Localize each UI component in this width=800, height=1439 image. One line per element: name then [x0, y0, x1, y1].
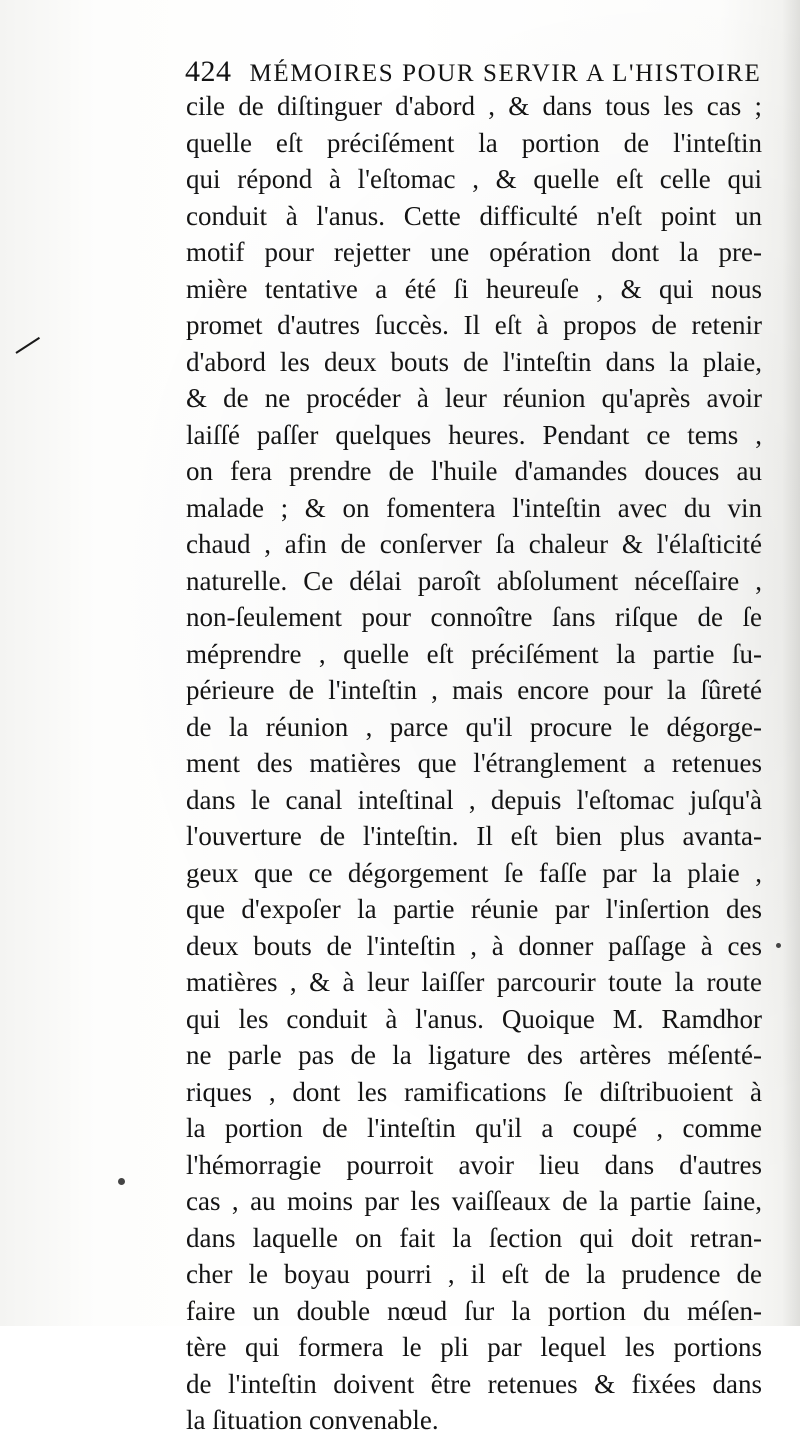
page-number: 424 — [185, 55, 232, 88]
text-line: tère qui formera le pli par lequel les portions — [186, 1332, 762, 1362]
text-line: & de ne procéder à leur réunion qu'après avoir — [186, 383, 762, 413]
margin-speck — [118, 1178, 125, 1185]
text-line: de l'inteſtin doivent être retenues & fixées dans — [186, 1368, 762, 1399]
text-line: la portion de l'inteſtin qu'il a coupé , comme — [186, 1113, 762, 1143]
body-text — [186, 88, 762, 1439]
text-line: faire un double nœud ſur la portion du méſen- — [186, 1295, 762, 1326]
text-line: riques , dont les ramifications ſe diſtribuoient à — [186, 1076, 762, 1107]
text-line: qui répond à l'eſtomac , & quelle eſt celle qui — [186, 164, 762, 194]
text-line: qui les conduit à l'anus. Quoique M. Ramdhor — [186, 1003, 762, 1034]
text-line: ne parle pas de la ligature des artères méſenté- — [186, 1040, 762, 1070]
text-line: non-ſeulement pour connoître ſans riſque de ſe — [186, 602, 762, 632]
text-line: dans le canal inteſtinal , depuis l'eſtomac juſqu'à — [186, 784, 762, 815]
text-line: de la réunion , parce qu'il procure le dégorge- — [186, 711, 762, 742]
text-line: conduit à l'anus. Cette difficulté n'eſt point un — [186, 200, 762, 231]
text-line: ment des matières que l'étranglement a retenues — [186, 748, 762, 778]
text-line: deux bouts de l'inteſtin , à donner paſſage à ces — [186, 930, 762, 961]
text-line: naturelle. Ce délai paroît abſolument néceſſaire , — [186, 565, 762, 596]
text-line: dans laquelle on fait la ſection qui doit retran- — [186, 1222, 762, 1253]
text-line: cile de diſtinguer d'abord , & dans tous les cas ; — [186, 91, 762, 121]
text-line: chaud , afin de conſerver ſa chaleur & l'élaſticité — [186, 529, 762, 559]
text-line: laiſſé paſſer quelques heures. Pendant ce tems , — [186, 419, 762, 450]
text-line: on fera prendre de l'huile d'amandes douces au — [186, 456, 762, 486]
text-line: l'hémorragie pourroit avoir lieu dans d'autres — [186, 1149, 762, 1180]
page-gutter-shadow — [782, 0, 800, 1326]
text-line: méprendre , quelle eſt préciſément la partie ſu- — [186, 638, 762, 669]
text-line: motif pour rejetter une opération dont la pre- — [186, 237, 762, 267]
margin-pen-mark — [15, 337, 40, 354]
text-line: quelle eſt préciſément la portion de l'inteſtin — [186, 127, 762, 158]
text-line: périeure de l'inteſtin , mais encore pour la ſûreté — [186, 675, 762, 705]
text-line: cas , au moins par les vaiſſeaux de la partie ſaine, — [186, 1186, 762, 1216]
running-title: MÉMOIRES POUR SERVIR A L'HISTOIRE — [249, 60, 762, 87]
text-line: la ſituation convenable. — [186, 1405, 439, 1435]
margin-speck — [776, 943, 781, 948]
text-line: malade ; & on fomentera l'inteſtin avec du vin — [186, 492, 762, 523]
text-line: d'abord les deux bouts de l'inteſtin dans la plaie, — [186, 346, 762, 377]
text-line: cher le boyau pourri , il eſt de la prudence de — [186, 1259, 762, 1289]
text-line: geux que ce dégorgement ſe faſſe par la plaie , — [186, 857, 762, 888]
text-line: l'ouverture de l'inteſtin. Il eſt bien plus avanta- — [186, 821, 762, 851]
text-line: promet d'autres ſuccès. Il eſt à propos de retenir — [186, 310, 762, 340]
text-line: que d'expoſer la partie réunie par l'inſertion des — [186, 894, 762, 924]
text-line: mière tentative a été ſi heureuſe , & qui nous — [186, 273, 762, 304]
text-line: matières , & à leur laiſſer parcourir toute la route — [186, 967, 762, 997]
